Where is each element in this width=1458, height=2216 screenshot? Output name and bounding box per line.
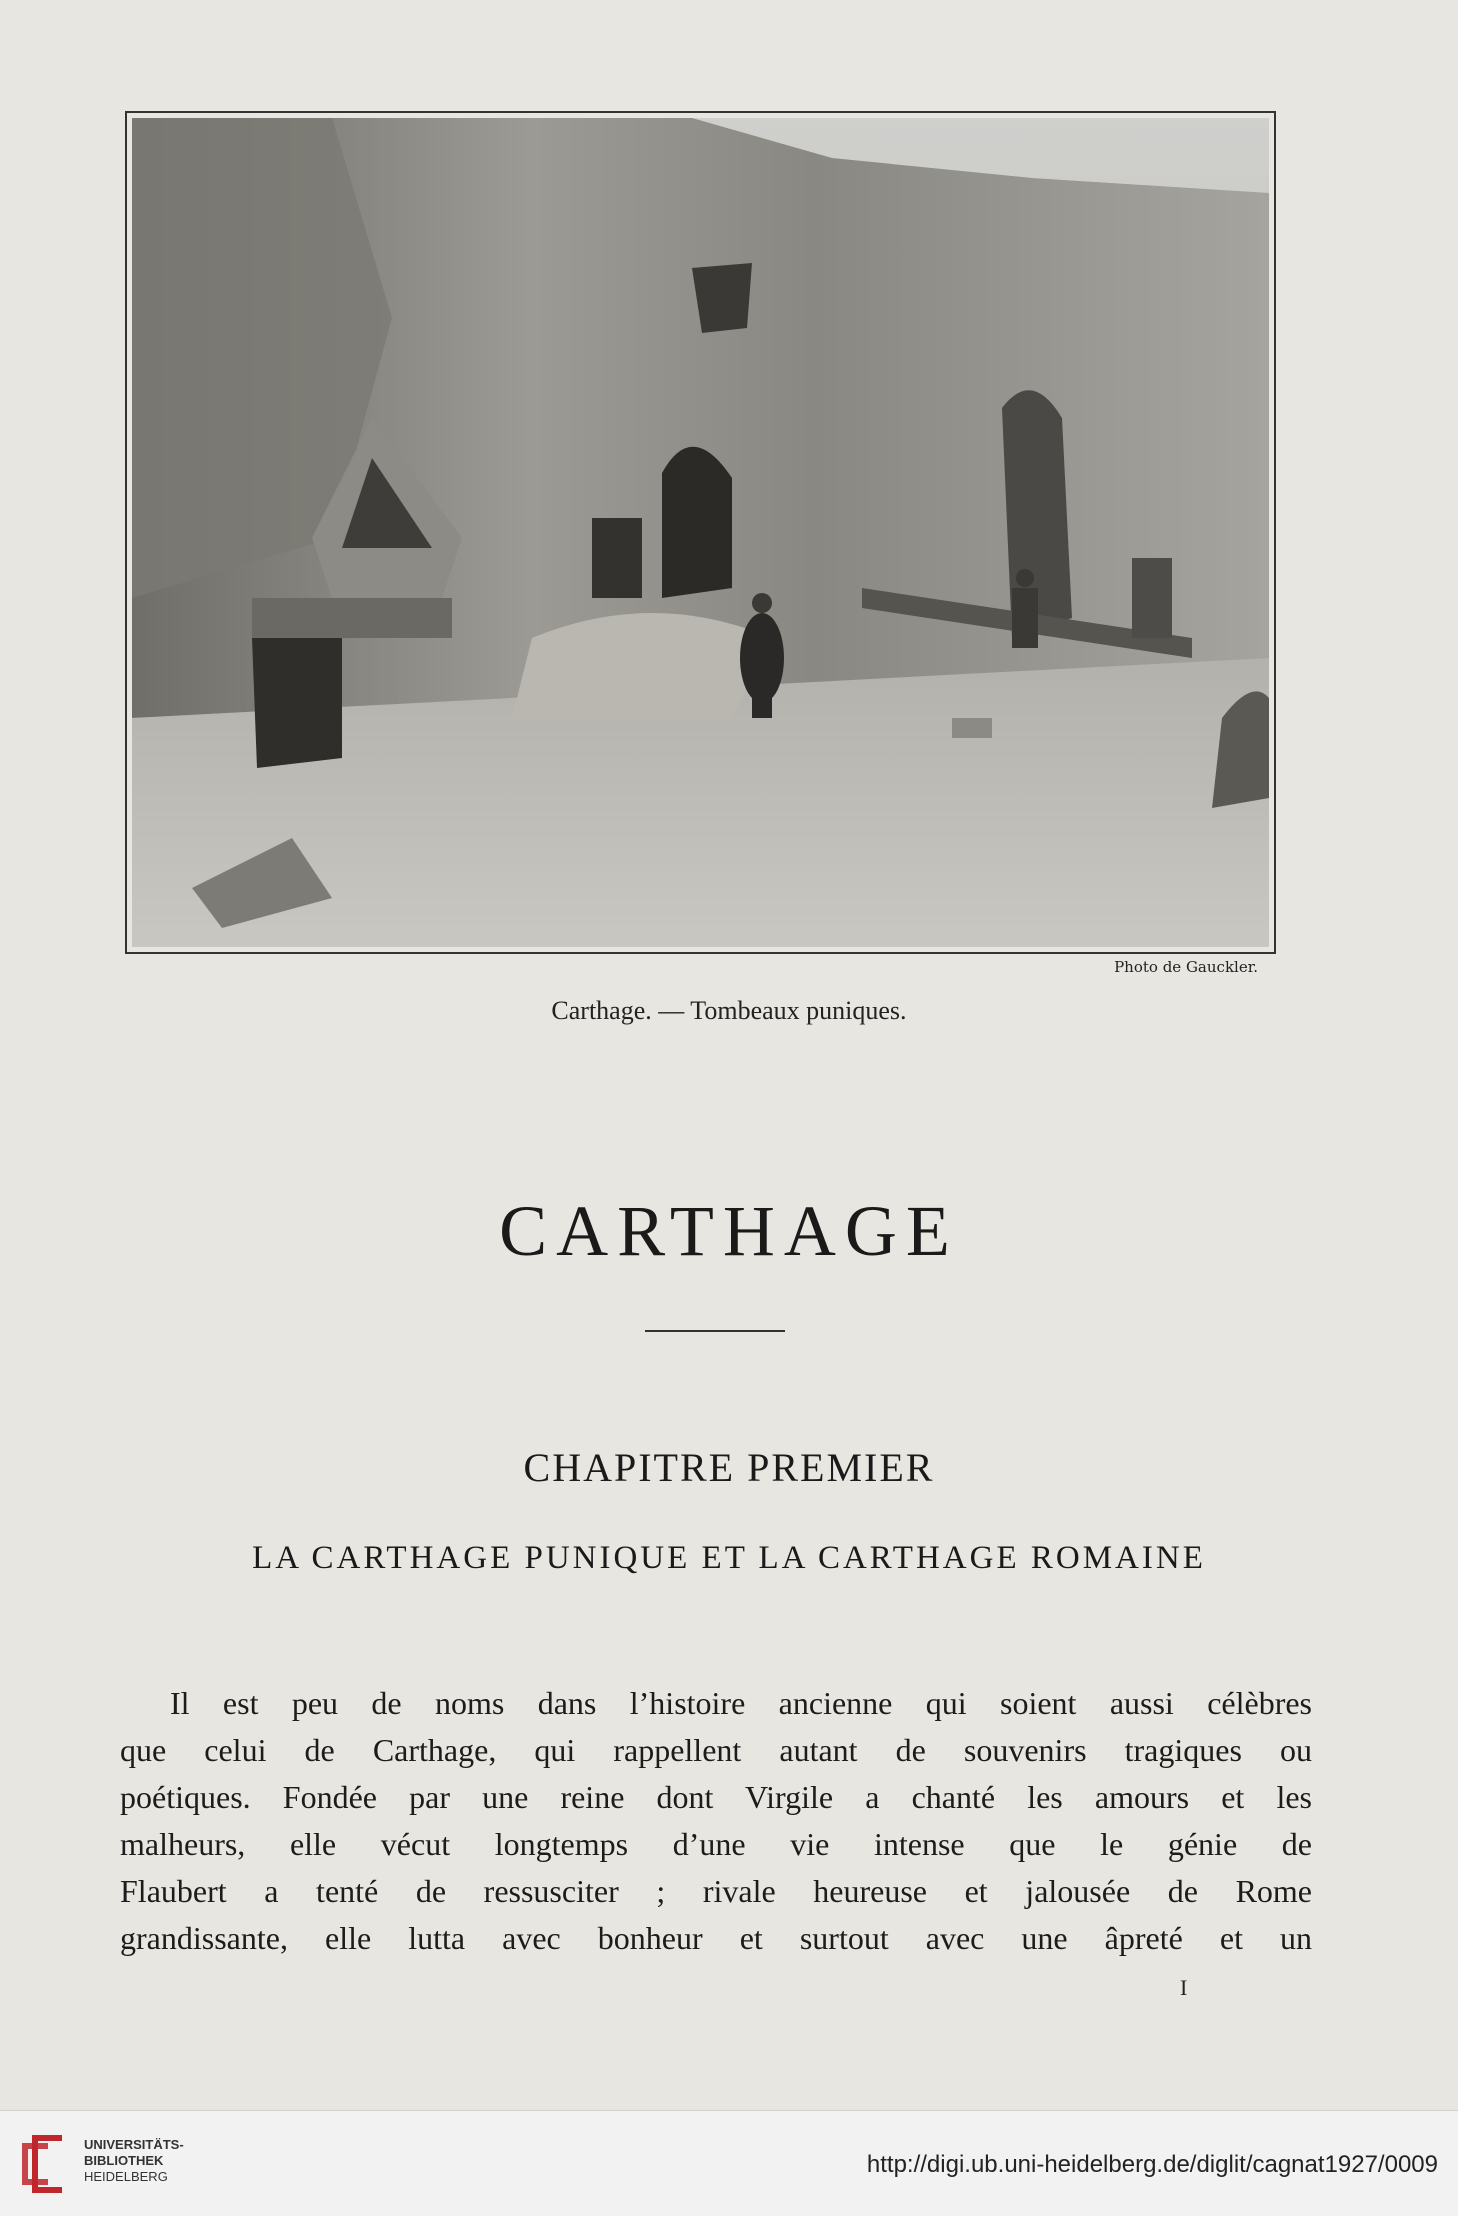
source-url[interactable]: http://digi.ub.uni-heidelberg.de/diglit/cagnat1927/0009 <box>866 2151 1438 2178</box>
photo-punic-tombs <box>125 111 1276 954</box>
body-paragraph <box>120 1680 1312 1962</box>
library-name: UNIVERSITÄTS- BIBLIOTHEK HEIDELBERG <box>84 2137 184 2184</box>
body-line: poétiques. Fondée par une reine dont Virgile a chanté les amours et les <box>120 1779 1312 1815</box>
viewer-footer <box>0 2110 1458 2216</box>
photo-illustration <box>132 118 1269 947</box>
photo-credit: Photo de Gauckler. <box>1114 958 1258 976</box>
body-line: Flaubert a tenté de ressusciter ; rivale heureuse et jalousée de Rome <box>120 1873 1312 1909</box>
library-logo-icon <box>18 2129 70 2199</box>
body-line: malheurs, elle vécut longtemps d’une vie intense que le génie de <box>120 1826 1312 1862</box>
body-line: Il est peu de noms dans l’histoire ancienne qui soient aussi célèbres <box>170 1685 1312 1721</box>
chapter-heading: CHAPITRE PREMIER <box>523 1445 935 1490</box>
book-title: CARTHAGE <box>499 1191 959 1271</box>
figure-caption: Carthage. — Tombeaux puniques. <box>551 996 907 1025</box>
title-divider <box>645 1330 785 1332</box>
body-line: que celui de Carthage, qui rappellent autant de souvenirs tragiques ou <box>120 1732 1312 1768</box>
chapter-subtitle: LA CARTHAGE PUNIQUE ET LA CARTHAGE ROMAINE <box>252 1540 1206 1576</box>
body-line: grandissante, elle lutta avec bonheur et surtout avec une âpreté et un <box>120 1920 1312 1956</box>
page-number: I <box>1180 1975 1188 2000</box>
